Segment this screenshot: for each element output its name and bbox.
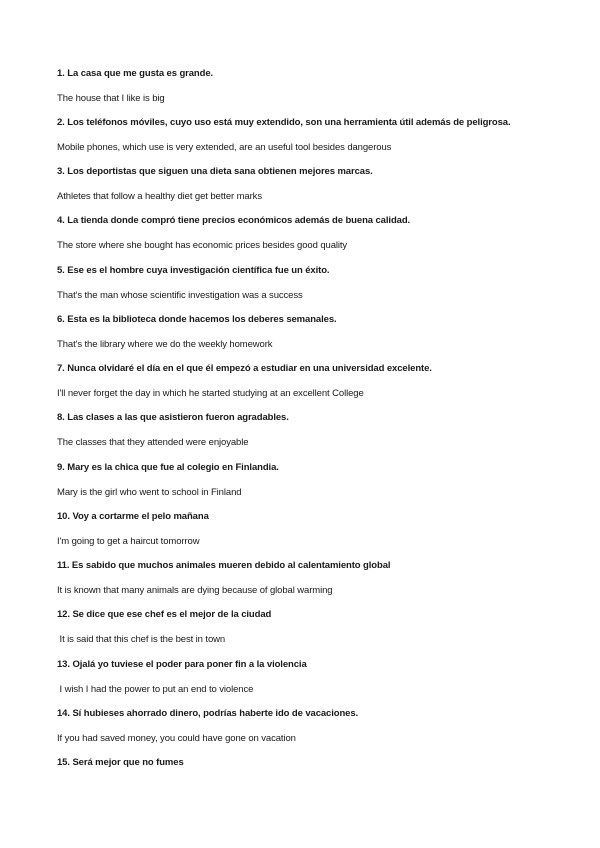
list-item xyxy=(57,166,580,202)
spanish-sentence: 12. Se dice que ese chef es el mejor de la ciudad xyxy=(57,609,272,620)
spanish-sentence: 8. Las clases a las que asistieron fueron agradables. xyxy=(57,412,289,423)
list-item xyxy=(57,462,580,498)
spanish-sentence: 14. Sí hubieses ahorrado dinero, podrías haberte ido de vacaciones. xyxy=(57,708,359,719)
spanish-sentence: 15. Será mejor que no fumes xyxy=(57,757,184,768)
spanish-sentence: 2. Los teléfonos móviles, cuyo uso está muy extendido, son una herramienta útil además de peligrosa. xyxy=(57,117,511,128)
list-item xyxy=(57,511,580,547)
list-item xyxy=(57,265,580,301)
spanish-sentence: 5. Ese es el hombre cuya investigación científica fue un éxito. xyxy=(57,265,330,276)
list-item xyxy=(57,659,580,695)
english-translation: The classes that they attended were enjoyable xyxy=(57,437,249,448)
english-translation: Mary is the girl who went to school in Finland xyxy=(57,487,242,498)
english-translation: Athletes that follow a healthy diet get better marks xyxy=(57,191,262,202)
spanish-sentence: 4. La tienda donde compró tiene precios económicos además de buena calidad. xyxy=(57,215,411,226)
spanish-sentence: 3. Los deportistas que siguen una dieta sana obtienen mejores marcas. xyxy=(57,166,373,177)
english-translation: I wish I had the power to put an end to violence xyxy=(57,684,254,695)
english-translation: That's the man whose scientific investigation was a success xyxy=(57,290,303,301)
english-translation: The store where she bought has economic prices besides good quality xyxy=(57,240,348,251)
list-item xyxy=(57,363,580,399)
english-translation: The house that I like is big xyxy=(57,93,165,104)
spanish-sentence: 9. Mary es la chica que fue al colegio en Finlandia. xyxy=(57,462,279,473)
list-item xyxy=(57,215,580,251)
list-item xyxy=(57,117,580,153)
english-translation: It is known that many animals are dying because of global warming xyxy=(57,585,333,596)
list-item xyxy=(57,708,580,744)
spanish-sentence: 6. Esta es la biblioteca donde hacemos los deberes semanales. xyxy=(57,314,337,325)
list-item xyxy=(57,757,580,769)
english-translation: That's the library where we do the weekly homework xyxy=(57,339,273,350)
list-item xyxy=(57,560,580,596)
english-translation: I'll never forget the day in which he started studying at an excellent College xyxy=(57,388,364,399)
english-translation: I'm going to get a haircut tomorrow xyxy=(57,536,200,547)
english-translation: Mobile phones, which use is very extended, are an useful tool besides dangerous xyxy=(57,142,392,153)
english-translation: If you had saved money, you could have gone on vacation xyxy=(57,733,296,744)
english-translation: It is said that this chef is the best in town xyxy=(57,634,226,645)
spanish-sentence: 7. Nunca olvidaré el día en el que él empezó a estudiar en una universidad excelente. xyxy=(57,363,432,374)
spanish-sentence: 10. Voy a cortarme el pelo mañana xyxy=(57,511,209,522)
list-item xyxy=(57,314,580,350)
spanish-sentence: 13. Ojalá yo tuviese el poder para poner fin a la violencia xyxy=(57,659,307,670)
list-item xyxy=(57,609,580,645)
spanish-sentence: 11. Es sabido que muchos animales mueren debido al calentamiento global xyxy=(57,560,391,571)
list-item xyxy=(57,68,580,104)
spanish-sentence: 1. La casa que me gusta es grande. xyxy=(57,68,214,79)
list-item xyxy=(57,412,580,448)
